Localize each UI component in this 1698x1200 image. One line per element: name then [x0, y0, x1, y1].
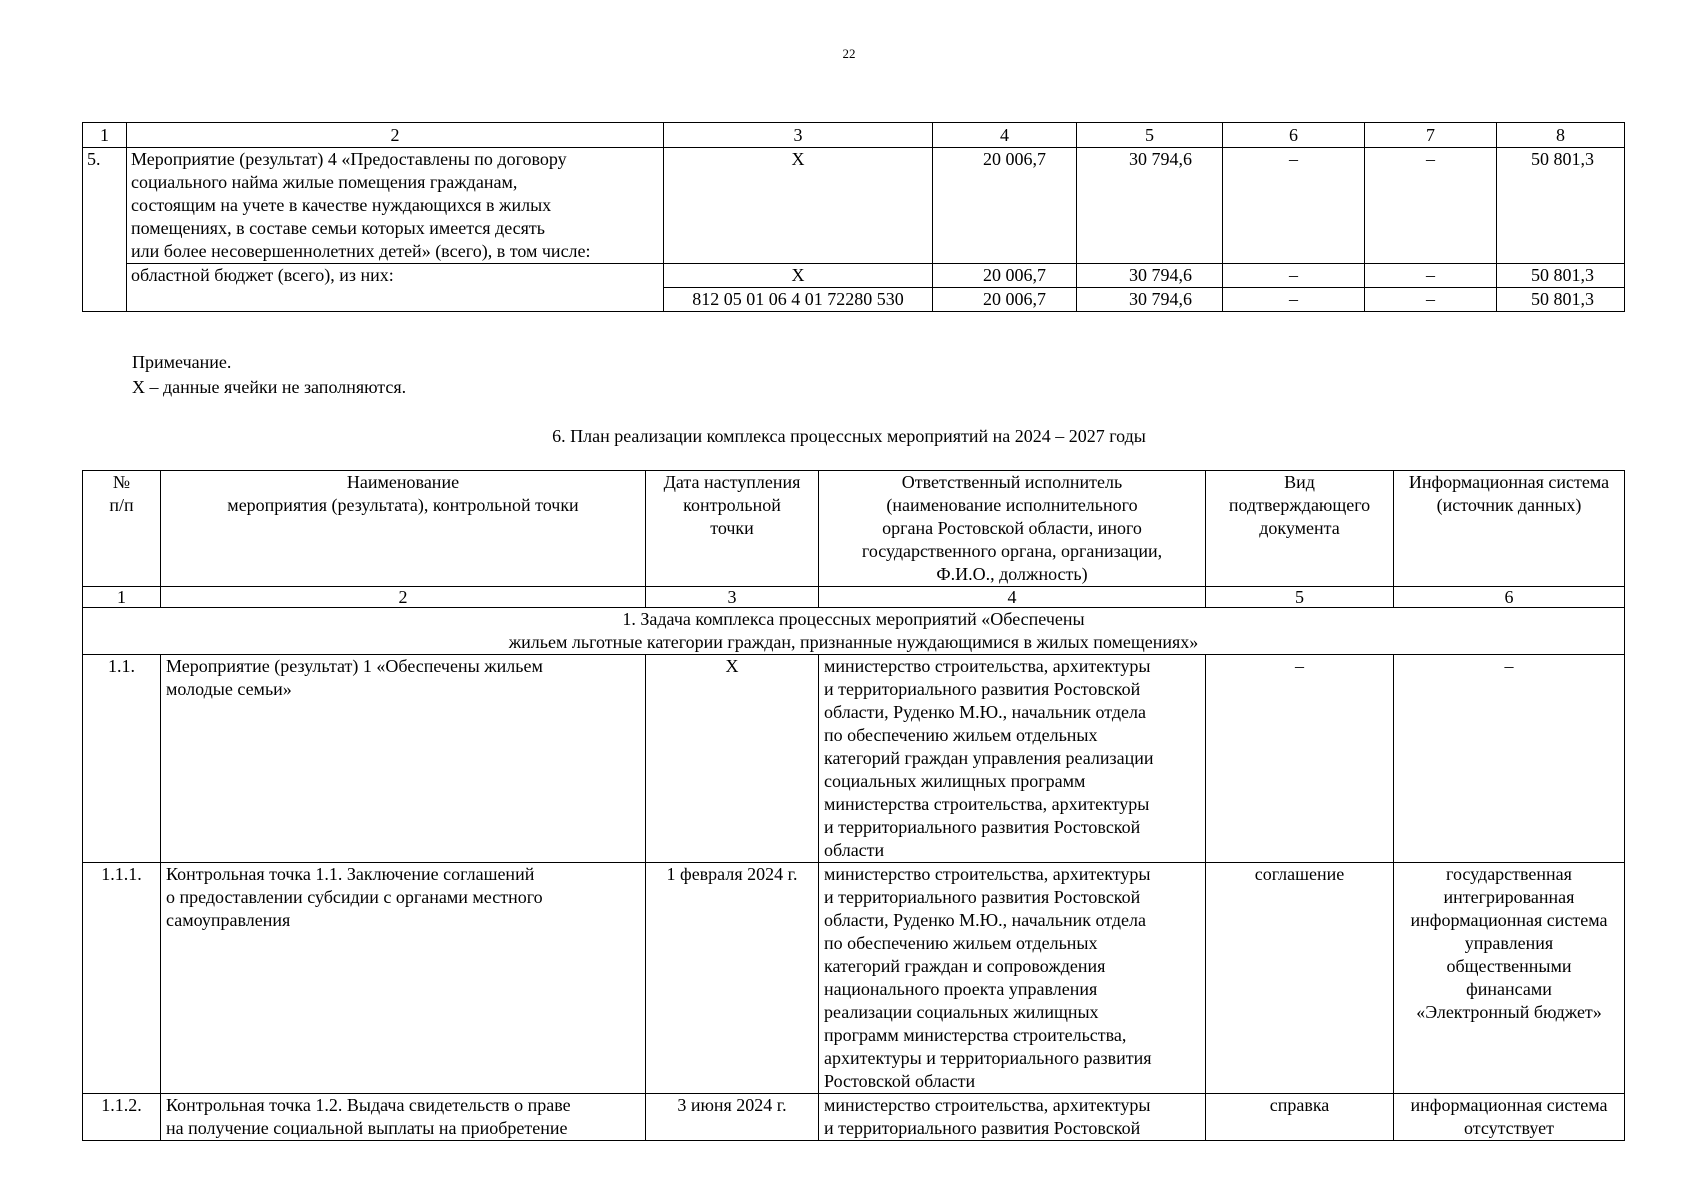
text-line: по обеспечению жильем отдельных — [824, 725, 1098, 745]
column-header — [1206, 471, 1394, 587]
text-line: информационная система — [1410, 910, 1608, 930]
budget-code: X — [664, 264, 933, 288]
header-line: мероприятия (результата), контрольной точки — [227, 495, 579, 515]
note-title: Примечание. — [132, 352, 232, 372]
text-line: и территориального развития Ростовской — [824, 1118, 1141, 1138]
value-2024: 20 006,7 — [933, 288, 1077, 312]
budget-code: 812 05 01 06 4 01 72280 530 — [664, 288, 933, 312]
text-line: области — [824, 840, 885, 860]
control-date: 1 февраля 2024 г. — [646, 863, 819, 1094]
header-row — [83, 471, 1625, 587]
value-2026: – — [1223, 264, 1365, 288]
note-text: X – данные ячейки не заполняются. — [132, 377, 407, 397]
executor — [819, 655, 1206, 863]
row-number: 1.1. — [83, 655, 161, 863]
text-line: состоящим на учете в качестве нуждающихся в жилых — [131, 195, 552, 215]
column-number: 3 — [646, 587, 819, 608]
section-title: 6. План реализации комплекса процессных мероприятий на 2024 – 2027 годы — [552, 426, 1146, 446]
text-line: или более несовершеннолетних детей» (всего), в том числе: — [131, 241, 591, 261]
header-line: точки — [710, 518, 754, 538]
table-row — [83, 1094, 1625, 1141]
value-2027: – — [1365, 148, 1497, 264]
text-line: министерство строительства, архитектуры — [824, 1095, 1151, 1115]
header-line: органа Ростовской области, иного — [882, 518, 1142, 538]
text-line: финансами — [1466, 979, 1552, 999]
text-line: министерство строительства, архитектуры — [824, 864, 1151, 884]
text-line: программ министерства строительства, — [824, 1025, 1127, 1045]
value-2027: – — [1365, 288, 1497, 312]
column-number: 5 — [1206, 587, 1394, 608]
row-number: 1.1.1. — [83, 863, 161, 1094]
column-header — [1394, 471, 1625, 587]
text-line: государственная — [1446, 864, 1572, 884]
header-line: Дата наступления — [663, 472, 801, 492]
information-system: – — [1394, 655, 1625, 863]
row-number: 1.1.2. — [83, 1094, 161, 1141]
text-line: Контрольная точка 1.2. Выдача свидетельств о праве — [166, 1095, 571, 1115]
column-header — [83, 471, 161, 587]
column-number-row — [83, 587, 1625, 608]
measure-name — [161, 863, 646, 1094]
text-line: «Электронный бюджет» — [1416, 1002, 1602, 1022]
text-line: интегрированная — [1443, 887, 1575, 907]
value-2025: 30 794,6 — [1077, 264, 1223, 288]
table-row — [83, 264, 1625, 288]
text-line: Мероприятие (результат) 1 «Обеспечены жильем — [166, 656, 543, 676]
text-line: реализации социальных жилищных — [824, 1002, 1099, 1022]
executor — [819, 1094, 1206, 1141]
document-type: справка — [1206, 1094, 1394, 1141]
text-line: и территориального развития Ростовской — [824, 679, 1141, 699]
text-line: и территориального развития Ростовской — [824, 817, 1141, 837]
text-line: области, Руденко М.Ю., начальник отдела — [824, 702, 1146, 722]
table-row — [83, 148, 1625, 264]
header-line: № — [112, 472, 131, 492]
text-line: Мероприятие (результат) 4 «Предоставлены по договору — [131, 149, 567, 169]
budget-code: X — [664, 148, 933, 264]
text-line: области, Руденко М.Ю., начальник отдела — [824, 910, 1146, 930]
column-number: 2 — [127, 123, 664, 148]
measure-name — [127, 148, 664, 264]
text-line: информационная система — [1410, 1095, 1608, 1115]
text-line: управления — [1464, 933, 1554, 953]
column-number: 1 — [83, 587, 161, 608]
measure-name — [161, 655, 646, 863]
text-line: социальных жилищных программ — [824, 771, 1086, 791]
value-2025: 30 794,6 — [1077, 288, 1223, 312]
header-line: Ф.И.О., должность) — [936, 564, 1088, 584]
column-number: 1 — [83, 123, 127, 148]
header-line: (источник данных) — [1436, 495, 1582, 515]
value-2026: – — [1223, 288, 1365, 312]
row-number: 5. — [83, 148, 127, 312]
text-line: и территориального развития Ростовской — [824, 887, 1141, 907]
header-line: п/п — [109, 495, 134, 515]
text-line: министерства строительства, архитектуры — [824, 794, 1150, 814]
implementation-plan-table — [82, 470, 1625, 1141]
column-number: 6 — [1223, 123, 1365, 148]
value-2027: – — [1365, 264, 1497, 288]
value-2024: 20 006,7 — [933, 264, 1077, 288]
text-line: категорий граждан управления реализации — [824, 748, 1154, 768]
header-line: (наименование исполнительного — [886, 495, 1138, 515]
text-line: молодые семьи» — [166, 679, 292, 699]
column-header — [819, 471, 1206, 587]
information-system — [1394, 863, 1625, 1094]
header-line: государственного органа, организации, — [861, 541, 1163, 561]
text-line: национального проекта управления — [824, 979, 1098, 999]
control-date: 3 июня 2024 г. — [646, 1094, 819, 1141]
value-total: 50 801,3 — [1497, 148, 1625, 264]
table-row — [83, 863, 1625, 1094]
text-line: по обеспечению жильем отдельных — [824, 933, 1098, 953]
value-total: 50 801,3 — [1497, 264, 1625, 288]
information-system — [1394, 1094, 1625, 1141]
column-number: 6 — [1394, 587, 1625, 608]
document-type: – — [1206, 655, 1394, 863]
header-line: Наименование — [346, 472, 460, 492]
text-line: министерство строительства, архитектуры — [824, 656, 1151, 676]
budget-name: областной бюджет (всего), из них: — [127, 264, 664, 312]
text-line: общественными — [1446, 956, 1572, 976]
column-header — [161, 471, 646, 587]
column-number: 4 — [933, 123, 1077, 148]
column-number: 8 — [1497, 123, 1625, 148]
control-date: X — [646, 655, 819, 863]
executor — [819, 863, 1206, 1094]
table-row — [83, 655, 1625, 863]
page-number: 22 — [842, 46, 856, 61]
header-line: Информационная система — [1408, 472, 1610, 492]
text-line: Ростовской области — [824, 1071, 976, 1091]
value-2026: – — [1223, 148, 1365, 264]
column-number: 4 — [819, 587, 1206, 608]
column-number: 3 — [664, 123, 933, 148]
text-line: категорий граждан и сопровождения — [824, 956, 1106, 976]
column-number-row — [83, 123, 1625, 148]
text-line: социального найма жилые помещения гражданам, — [131, 172, 518, 192]
text-line: архитектуры и территориального развития — [824, 1048, 1152, 1068]
measure-name — [161, 1094, 646, 1141]
task-line: жильем льготные категории граждан, признанные нуждающимися в жилых помещениях» — [508, 632, 1199, 652]
value-2024: 20 006,7 — [933, 148, 1077, 264]
text-line: о предоставлении субсидии с органами местного — [166, 887, 543, 907]
task-line: 1. Задача комплекса процессных мероприятий «Обеспечены — [622, 609, 1085, 629]
task-title — [83, 608, 1625, 655]
value-total: 50 801,3 — [1497, 288, 1625, 312]
text-line: Контрольная точка 1.1. Заключение соглашений — [166, 864, 535, 884]
text-line: отсутствует — [1463, 1118, 1555, 1138]
text-line: самоуправления — [166, 910, 291, 930]
column-number: 7 — [1365, 123, 1497, 148]
value-2025: 30 794,6 — [1077, 148, 1223, 264]
column-number: 2 — [161, 587, 646, 608]
header-line: Ответственный исполнитель — [901, 472, 1123, 492]
financing-table — [82, 122, 1625, 312]
header-line: контрольной — [683, 495, 781, 515]
document-type: соглашение — [1206, 863, 1394, 1094]
note — [132, 350, 406, 400]
text-line: помещениях, в составе семьи которых имеется десять — [131, 218, 545, 238]
header-line: документа — [1259, 518, 1340, 538]
header-line: подтверждающего — [1228, 495, 1371, 515]
column-number: 5 — [1077, 123, 1223, 148]
text-line: на получение социальной выплаты на приобретение — [166, 1118, 568, 1138]
header-line: Вид — [1284, 472, 1315, 492]
column-header — [646, 471, 819, 587]
task-row — [83, 608, 1625, 655]
